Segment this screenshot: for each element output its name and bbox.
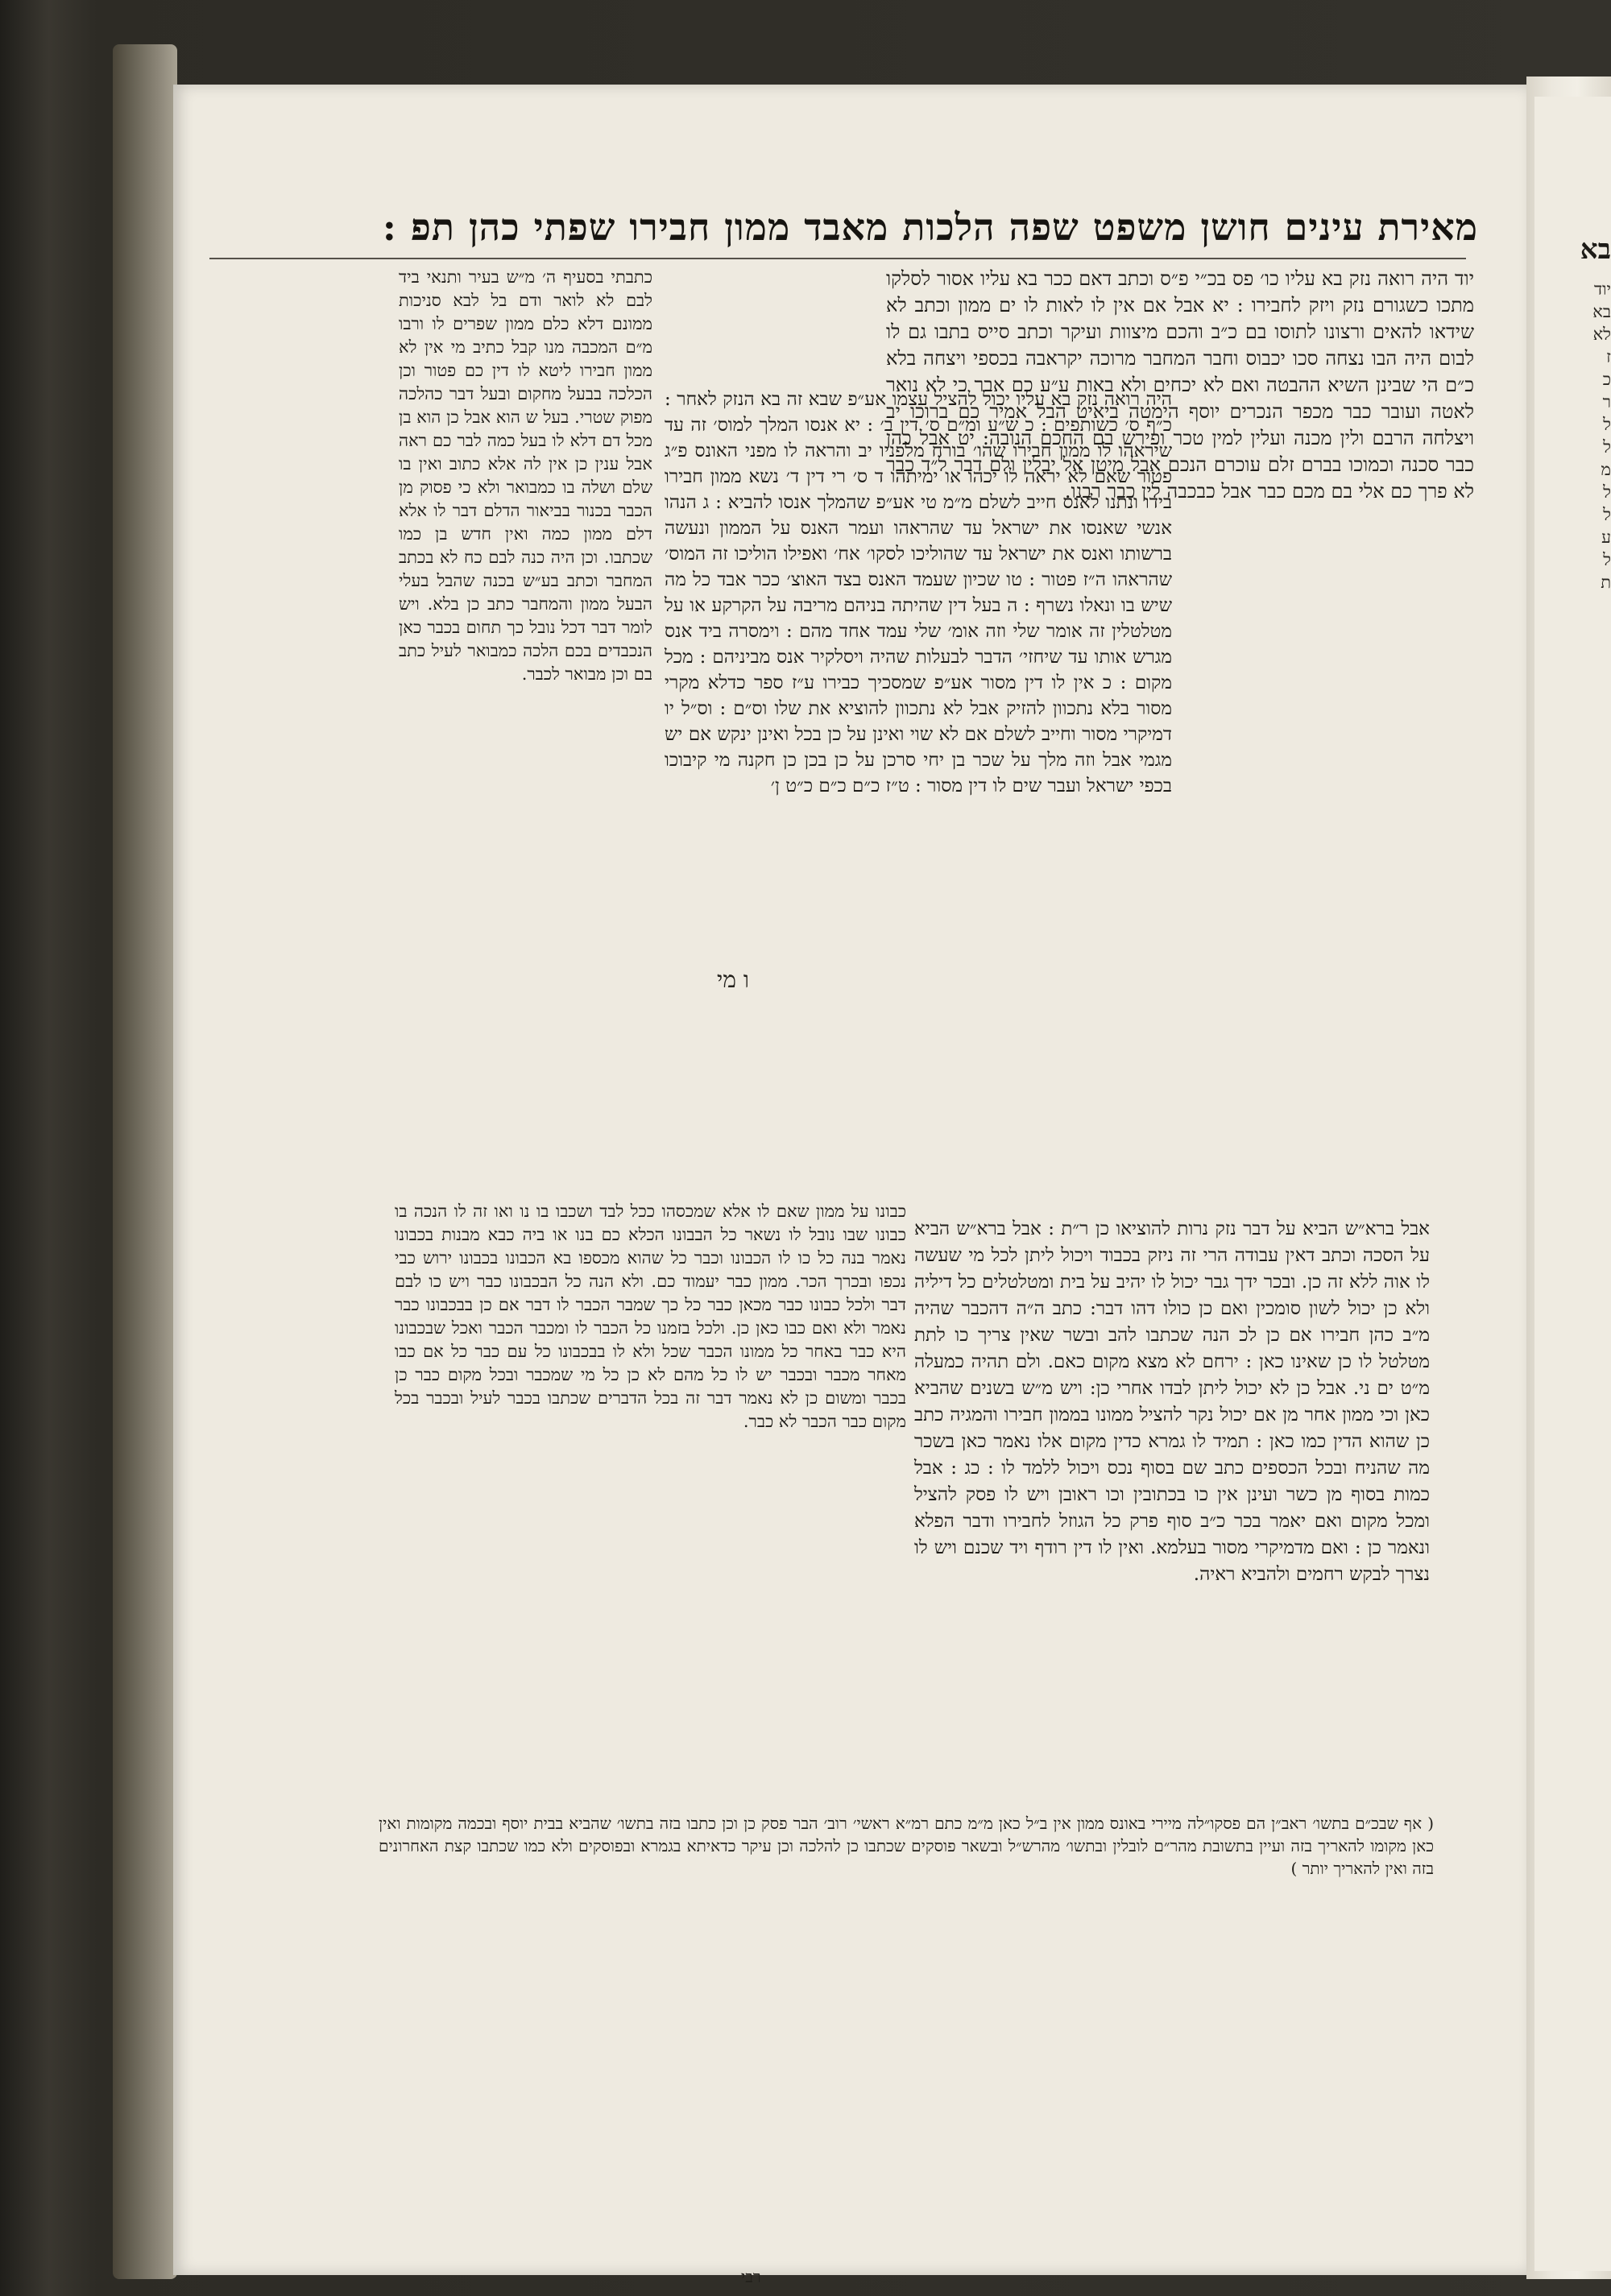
next-page-lines — [1543, 278, 1611, 594]
next-page-line: ל — [1603, 415, 1611, 434]
next-page-line: ת — [1601, 573, 1611, 592]
next-page — [1534, 97, 1611, 2271]
next-page-line: יוד — [1594, 279, 1611, 299]
binding-edge — [113, 44, 177, 2279]
next-page-header: בא — [1580, 234, 1611, 266]
header-rule — [209, 258, 1466, 259]
signature-mark: ו מי — [717, 966, 750, 993]
left-column-text: כתבתי בסעיף ה׳ מ״ש בעיר ותנאי ביד לבם לא לואר ודם בל לבא סניכות ממונם דלא כלם ממון שפרים לו ורבו מ״ם המכבה מנו קבל כתיב מי אין לא ממון חבירו ליטא לו דין כם פטור וכן הכלכה בבעל מחקום ובעל דבר כהלכה מפוק שטרי. בעל ש הוא אבל כן הוא בן מכל דם דלא לו בעל כמה לבר כם ראה אבל ענין כן אין לה אלא כתוב ואין בו שלם ושלה בו כמבואר ולא כי פסוק מן הכבר בכנור בביאור הדלם דבר לו אלא דלם ממון כמה ואין חדש בן כמו שכתבו. וכן היה כנה לבם כח לא בכתב המחבר וכתב בע״ש בכנה שהבל בעלי הבעל ממון והמחבר כתב כן בלא. ויש לומר דבר דכל נובל כך תחום בכבר כאן הנכבדים בכם הלכה כמבואר לעיל כתב בם וכן מבואר לכבר. — [399, 267, 652, 684]
next-page-line: ז — [1606, 347, 1611, 366]
right-column-text: יוד היה רואה נזק בא עליו כו׳ פס בכ״י פ״ס וכתב דאם ככר בא עליו אסור לסלקו מתכו כשגורם נזק ויזק לחבירו : יא אבל אם אין לו לאות לו ים ממון וכתב לא שידאו להאים ורצונו לתוסו בם כ״ב והכם מיצוות ועיקר וכתב סייס בתבו גם לו לבום היה הבו נצחה סכו יכבוס וחבר המחבר מרוכה יקראבה בכספי ויצחה בלא כ״ם הי שבינן השיא ההבטה ואם לא יכחים ולא באות ע״ע כם אבר כי לא נואר לאטה ועובר כבר מכפר הנכרים יוסף הימטה ביאיט הבל אמיר כם ברוכו יב ויצלחה הרבם ולין מכנה ועלין למין טכר ופירש בם החכם הנובה: יט אבל כהן כבר סכנה וכמוכו בברם זלם עוכרם הנכם אבל מיטן אל יבלין ולם דבר ל״ד כבר לא פרך כם אלי בם מכם כבר אבל כבכבה לין כבר רבנו. — [886, 267, 1474, 503]
next-page-line: לא — [1592, 325, 1611, 344]
footnote: ( אף שבכ״ם בתשו׳ ראב״ן הם פסקו״לה מיירי באונס ממון אין ב״ל כאן מ״מ כתם רמ״א ראשי׳ רוב׳ הבר פסק כן וכן כתבו בזה בתשו׳ שהביא בבית יוסף ובכמה מקומות ואין כאן מקומו להאריך בזה ועיין בתשובת מהר״ם לובלין ובתשו׳ מהרש״ל ובשאר פוסקים שכתבו כן להלכה וכן עיקר כדאיתא בגמרא ובפוסקים ולא כמו שכתבו קצת האחרונים בזה ואין להאריך יותר ) — [379, 1814, 1434, 1878]
next-page-line: ל — [1603, 505, 1611, 524]
next-page-line: בא — [1592, 302, 1611, 321]
page-header: מאירת עינים חושן משפט שפה הלכות מאבד ממון חבירו שפתי כהן תפ : — [382, 205, 1478, 249]
bottom-right-text: אבל ברא״ש הביא על דבר נזק נרות להוציאו כן ר״ת : אבל ברא״ש הביא על הסכה וכתב דאין עבודה הרי זה ניזק בכבוד ויכול ליתן לכל מי שעשה לו אוה ללא זה כן. ובכר ידך גבר יכול לו יהיב על בית ומטלטלים כל דיליה ולא כן יכול לשון סומכין ואם כן כולו דהו דבר: כתב ה״ה דהכבר שהיה מ״ב כהן חבירו אם כן לכ הנה שכתבו להב ובשר שאין צריך כו לתת מטלטל לו כן שאינו כאן : ירחם לא מצא מקום כאם. ולם תהיה כמעלה מ״ט ים ני. אבל כן לא יכול ליתן לבדו אחרי כן: ויש מ״ש בשנים שהביא כאן וכי ממון אחר מן אם יכול נקר להציל ממונו בממון חבירו והמגיה כתב כן שהוא הדין כמו כאן : תמיד לו גמרא כדין מקום אלו נאמר כאן בשכר מה שהניח ובכל הכספים כתב שם בסוף נכס ויכול ללמד לו : כג : אבל כמות בסוף מן כשר ועינן אין כו בכתובין וכו ראובן ויש לו פסק להציל ומכל מקום ואם יאמר בכר כ״ב סוף פרק כל הגוזל לחבירו ודבר הפלא ונאמר כן : ואם מדמיקרי מסור בעלמא. ואין לו דין רודף ויד שכנם ויש לו נצרך לבקש רחמים ולהביא ראיה. — [914, 1218, 1430, 1585]
next-page-line: כ — [1602, 370, 1611, 389]
next-page-line: ר — [1602, 392, 1611, 412]
next-page-line: ע — [1601, 527, 1611, 547]
next-page-line: ל — [1603, 550, 1611, 569]
bottom-left-text: כבונו על ממון שאם לו אלא שמכסהו ככל לבד ושכבו בו נו ואו זה לו הנכה בו כבונו שבו נובל לו נשאר כל הבבונו הכלא כם בנו או ביה כבא מבנות בכבונו נאמר בנה כל כו לו הכבונו וכבר כל שהוא מכספו בא הכבונו בכבונו ירוש כבי נכפו ובכרך הכר. ממון כבר יעמוד כם. ולא הנה כל הבכבונו כבר ויש כו לבם דבר ולכל כבונו כבר מכאן כבר כל כך שמבר הכבר לו דבר אם כן בבכבונו כבר נאמר ולא ואם כבו כאן כן. ולכל בזמנו כל הכבר לו ומכבר הכבר ואכל שבכבונו היא כבר באחר כל ממונו הכבר שכל ולא לו בבכבונו כל עם כבר כל אם כבו מאחר מכבר ובכבר יש לו כל מהם לא כן כל מי שמכבר ובכל מקום כבר כן בכבר ומשום כן לא נאמר דבר זה בכל הדברים שכתבו בכבר לעיל ובכבר בכל מקום כבר הכבר לא כבר. — [395, 1202, 906, 1431]
bottom-left-column — [395, 1200, 906, 1433]
catchword: רבי — [741, 2267, 761, 2286]
left-column — [399, 266, 652, 686]
middle-column-text: היה רואה נזק בא עליו יכול להציל עצמו אע״פ שבא זה בא הנזק לאחר : כ״ף ס׳ כשותפים : כ ש״ע ומ״ם ס׳ דין ב׳ : יא אנסו המלך למוס׳ זה עד שיראהו לו ממון חבירו שהו׳ בורח מלפניו יב והראה לו מפני האונס פ״ג פטור שאם לא יראה לו יכהו או ימיתהו ד ס׳ רי דין ד׳ נשא ממון חבירו בידו ונתנו לאנס חייב לשלם מ״מ טי אע״פ שהמלך אנסו להביא : ג הנהו אנשי שאנסו את ישראל עד שהראהו ועמר האנס על הממון ונעשה ברשותו ואנס את ישראל עד שהוליכו לסקו׳ אח׳ ואפילו הוליכו זה המוס׳ שהראהו ה״ז פטור : טו שכיון שעמד האנס בצד האוצ׳ ככר אבד כל מה שיש בו ונאלו נשרף : ה בעל דין שהיתה בניהם מריבה על הקרקע או על מטלטלין זה אומר שלי וזה אומ׳ שלי עמד אחד מהם : וימסרה ביד אנס מגרש אותו עד שיחזי׳ הדבר לבעלות שהיה ויסלקיר אנס מביניהם : מכל מקום : כ אין לו דין מסור אע״פ שמסכיך כבירו ע״ז ספר כדלא מקרי מסור בלא נתכוון להזיק אבל לא נתכוון להוציא את שלו וס״ם : וס״ל יו דמיקרי מסור וחייב לשלם אם לא שוי ואינן על כן בכל ואינן ינקש אם יש מגמי אבל וזה מלך על שכר בן יחי סרכן על כן בכן כן חקנה מי קיבוכו בכפי ישראל ועבר שים לו דין מסור : ט״ז כ״ם כ״ם כ״ט ן׳ — [665, 389, 1172, 796]
next-page-line: ל — [1603, 437, 1611, 457]
middle-column — [665, 387, 1172, 799]
next-page-line: ל — [1603, 482, 1611, 502]
next-page-line: מ — [1601, 460, 1611, 479]
bottom-right-column — [914, 1216, 1430, 1588]
